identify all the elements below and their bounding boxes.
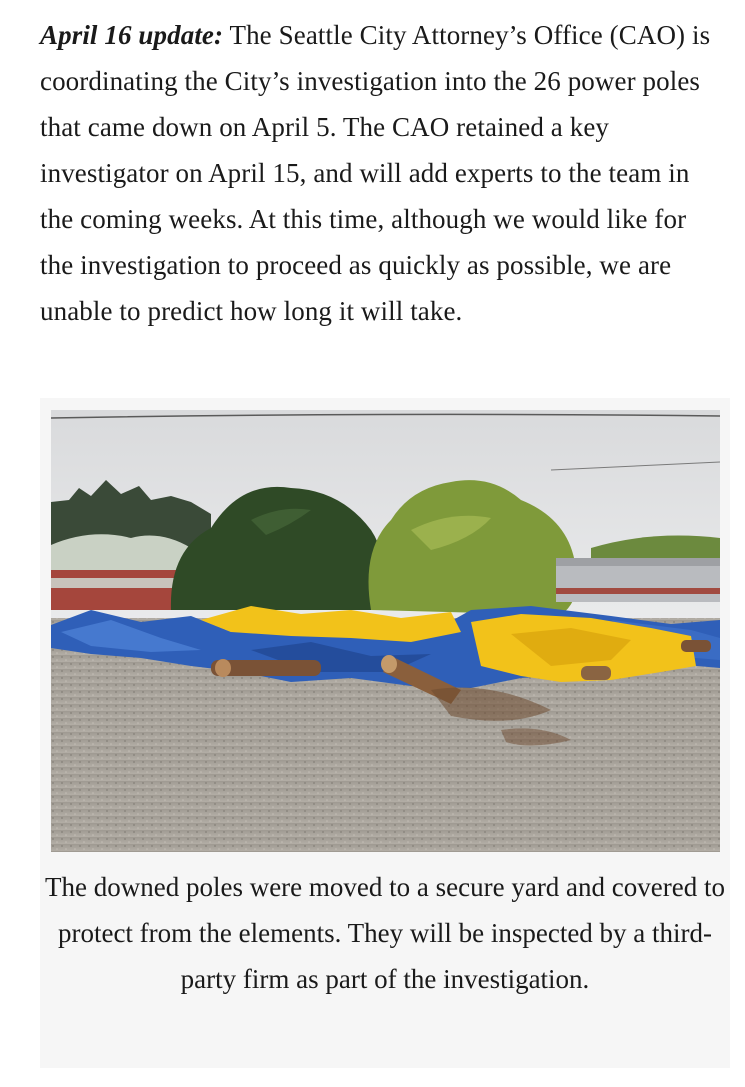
- update-paragraph: [40, 12, 720, 334]
- photo-downed-poles: [51, 410, 720, 852]
- update-lead: April 16 update:: [40, 20, 224, 50]
- update-body: The Seattle City Attorney’s Office (CAO) is coordinating the City’s investigation into the 26 power poles that came down on April 5. The CAO retained a key investigator on April 15, and will add experts to the team in the coming weeks. At this time, although we would like for the investigation to proceed as quickly as possible, we are unable to predict how long it will take.: [40, 20, 711, 326]
- photo-caption: The downed poles were moved to a secure yard and covered to protect from the elements. They will be inspected by a third-party firm as part of the investigation.: [45, 872, 725, 994]
- photo-figure: [40, 398, 730, 1068]
